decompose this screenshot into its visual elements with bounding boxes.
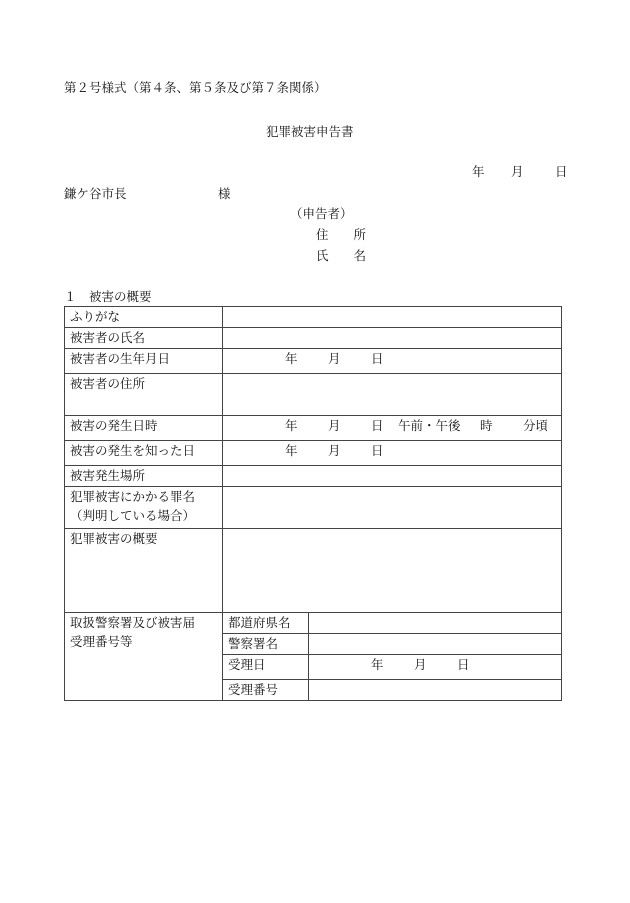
- birthdate-year-unit: 年: [285, 351, 298, 366]
- row-label-police: [65, 613, 223, 701]
- received-day-unit: 日: [457, 657, 470, 672]
- document-title: 犯罪被害申告書: [266, 124, 354, 139]
- occurrence-hour-unit: 時: [480, 418, 493, 433]
- received-date-field[interactable]: [309, 655, 562, 680]
- addressee-name: 鎌ケ谷市長: [64, 186, 127, 201]
- section-heading: １ 被害の概要: [64, 289, 152, 304]
- birthdate-month-unit: 月: [328, 351, 341, 366]
- birthdate-day-unit: 日: [371, 351, 384, 366]
- row-label-victim-name: 被害者の氏名: [65, 328, 223, 349]
- applicant-name-label: 氏 名: [316, 248, 367, 263]
- table-row: [65, 374, 562, 416]
- victim-address-field[interactable]: [223, 374, 562, 416]
- sub-label-station: 警察署名: [223, 634, 309, 655]
- row-label-occurrence-datetime: 被害の発生日時: [65, 416, 223, 441]
- sub-label-prefecture: 都道府県名: [223, 613, 309, 634]
- occurrence-datetime-field[interactable]: [223, 416, 562, 441]
- row-label-known-date: 被害の発生を知った日: [65, 441, 223, 466]
- police-label-line2: 受理番号等: [70, 634, 133, 649]
- victim-name-field[interactable]: [223, 328, 562, 349]
- row-label-summary: 犯罪被害の概要: [65, 529, 223, 613]
- table-row: [65, 613, 562, 634]
- occurrence-minute-unit: 分頃: [523, 418, 549, 433]
- received-number-field[interactable]: [309, 680, 562, 701]
- date-month-label: 月: [511, 164, 524, 179]
- form-number: 第２号様式（第４条、第５条及び第７条関係）: [64, 80, 327, 95]
- prefecture-field[interactable]: [309, 613, 562, 634]
- table-row: [65, 307, 562, 328]
- summary-field[interactable]: [223, 529, 562, 613]
- applicant-label: （申告者）: [290, 206, 353, 221]
- row-label-furigana: ふりがな: [65, 307, 223, 328]
- sub-label-received-number: 受理番号: [223, 680, 309, 701]
- occurrence-ampm: 午前・午後: [398, 418, 461, 433]
- date-day-label: 日: [555, 164, 568, 179]
- date-year-label: 年: [472, 164, 485, 179]
- row-label-crime-name: [65, 487, 223, 529]
- known-year-unit: 年: [285, 443, 298, 458]
- received-month-unit: 月: [414, 657, 427, 672]
- table-row: [65, 416, 562, 441]
- known-day-unit: 日: [371, 443, 384, 458]
- table-row: [65, 487, 562, 529]
- known-date-field[interactable]: [223, 441, 562, 466]
- row-label-victim-birthdate: 被害者の生年月日: [65, 349, 223, 374]
- police-label-line1: 取扱警察署及び被害届: [70, 615, 196, 630]
- crime-name-label-line1: 犯罪被害にかかる罪名: [70, 489, 196, 504]
- crime-name-label-line2: （判明している場合）: [70, 508, 196, 523]
- sub-label-received-date: 受理日: [223, 655, 309, 680]
- location-field[interactable]: [223, 466, 562, 487]
- received-year-unit: 年: [371, 657, 384, 672]
- known-month-unit: 月: [328, 443, 341, 458]
- table-row: [65, 441, 562, 466]
- row-label-location: 被害発生場所: [65, 466, 223, 487]
- damage-summary-table: [64, 306, 562, 701]
- applicant-address-label: 住 所: [316, 227, 367, 242]
- row-label-victim-address: 被害者の住所: [65, 374, 223, 416]
- occurrence-year-unit: 年: [285, 418, 298, 433]
- table-row: [65, 328, 562, 349]
- occurrence-month-unit: 月: [328, 418, 341, 433]
- addressee-honorific: 様: [218, 186, 231, 201]
- table-row: [65, 529, 562, 613]
- table-row: [65, 466, 562, 487]
- furigana-field[interactable]: [223, 307, 562, 328]
- station-field[interactable]: [309, 634, 562, 655]
- occurrence-day-unit: 日: [371, 418, 384, 433]
- crime-name-field[interactable]: [223, 487, 562, 529]
- table-row: [65, 349, 562, 374]
- victim-birthdate-field[interactable]: [223, 349, 562, 374]
